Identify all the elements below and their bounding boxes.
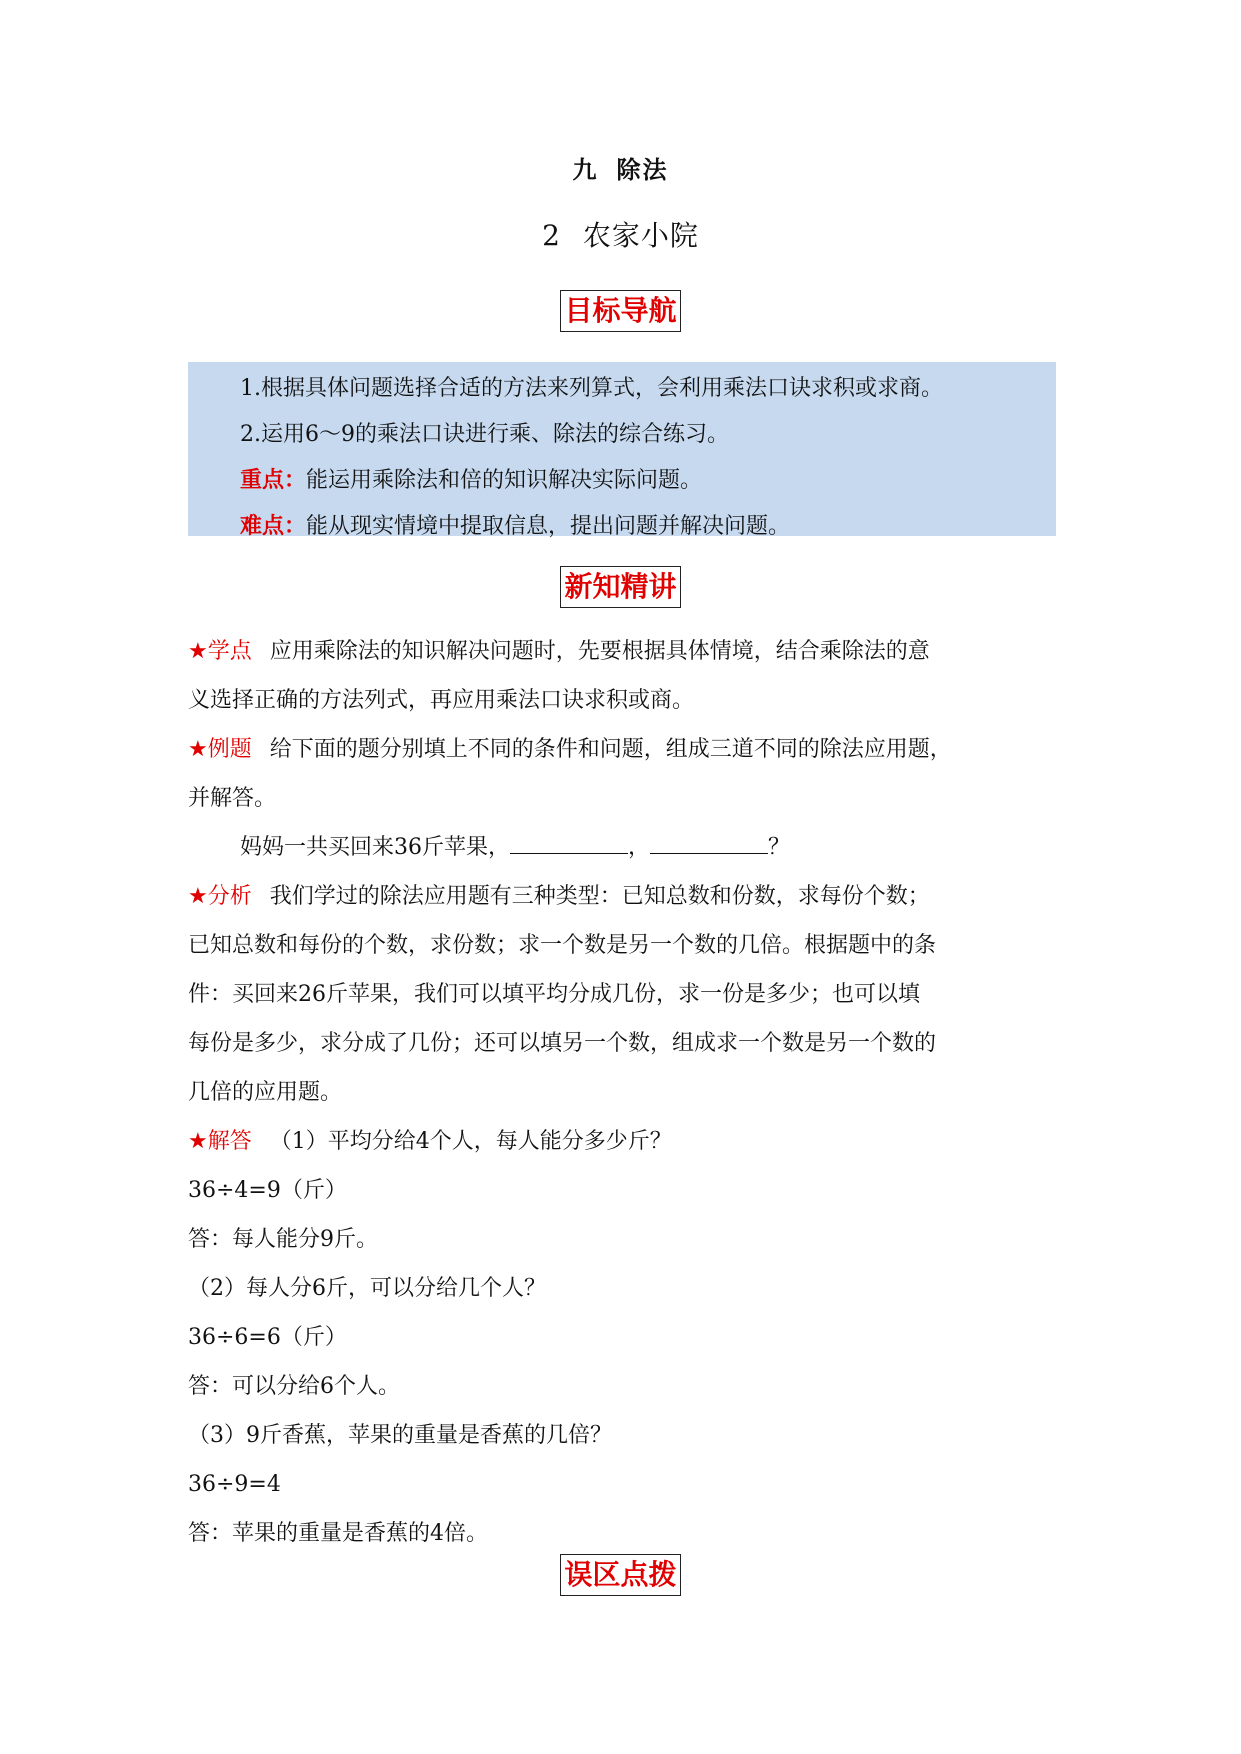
blank-question xyxy=(650,831,768,854)
analysis-line-2: 已知总数和每份的个数，求份数；求一个数是另一个数的几倍。根据题中的条 xyxy=(188,933,937,958)
example-label: 例题 xyxy=(207,737,252,762)
answer-line-2: 36÷4=9（斤） xyxy=(188,1178,347,1203)
analysis-line-1 xyxy=(188,872,1058,921)
answer-label: 解答 xyxy=(207,1129,252,1154)
difficult-point-label: 难点： xyxy=(240,514,307,539)
answer-line-8: 36÷9=4 xyxy=(188,1472,281,1497)
answer-line-5: 36÷6=6（斤） xyxy=(188,1325,347,1350)
learning-point-line-1 xyxy=(188,627,1058,676)
section-heading-mistakes-label: 误区点拨 xyxy=(560,1554,680,1596)
chapter-number: 九 xyxy=(572,156,599,184)
analysis-line-3: 件：买回来26斤苹果，我们可以填平均分成几份，求一份是多少；也可以填 xyxy=(188,982,920,1007)
answer-line-7: （3）9斤香蕉，苹果的重量是香蕉的几倍？ xyxy=(188,1423,612,1448)
difficult-point-text: 能从现实情境中提取信息，提出问题并解决问题。 xyxy=(306,514,791,539)
key-point-line xyxy=(240,458,1056,504)
section-heading-new-knowledge-label: 新知精讲 xyxy=(560,566,680,608)
star-icon: ★ xyxy=(188,639,208,664)
knowledge-body xyxy=(188,627,1058,1558)
answer-text-1: （1）平均分给4个人，每人能分多少斤？ xyxy=(269,1129,672,1154)
analysis-line-4: 每份是多少，求分成了几份；还可以填另一个数，组成求一个数是另一个数的 xyxy=(188,1031,937,1056)
key-point-label: 重点： xyxy=(240,468,307,493)
goal-item-2: 2.运用6～9的乘法口诀进行乘、除法的综合练习。 xyxy=(240,422,729,447)
lesson-number: 2 xyxy=(542,219,561,252)
answer-line-1 xyxy=(188,1117,1058,1166)
goal-item-1: 1.根据具体问题选择合适的方法来列算式，会利用乘法口诀求积或求商。 xyxy=(240,376,943,401)
lesson-title xyxy=(0,214,1241,254)
example-question-sep: ， xyxy=(628,835,651,860)
learning-point-text-1: 应用乘除法的知识解决问题时，先要根据具体情境，结合乘除法的意 xyxy=(269,639,930,664)
answer-line-6: 答：可以分给6个人。 xyxy=(188,1374,400,1399)
learning-point-line-2: 义选择正确的方法列式，再应用乘法口诀求积或商。 xyxy=(188,688,695,713)
star-icon: ★ xyxy=(188,737,208,762)
answer-line-3: 答：每人能分9斤。 xyxy=(188,1227,378,1252)
example-line-2: 并解答。 xyxy=(188,786,277,811)
example-question-end: ？ xyxy=(768,835,791,860)
answer-line-9: 答：苹果的重量是香蕉的4倍。 xyxy=(188,1521,488,1546)
analysis-text-1: 我们学过的除法应用题有三种类型：已知总数和份数，求每份个数； xyxy=(269,884,930,909)
example-text-1: 给下面的题分别填上不同的条件和问题，组成三道不同的除法应用题， xyxy=(269,737,952,762)
example-question-prefix: 妈妈一共买回来36斤苹果， xyxy=(240,835,510,860)
analysis-line-5: 几倍的应用题。 xyxy=(188,1080,343,1105)
section-heading-goals-label: 目标导航 xyxy=(560,290,680,332)
answer-line-4: （2）每人分6斤，可以分给几个人？ xyxy=(188,1276,546,1301)
analysis-label: 分析 xyxy=(207,884,252,909)
goals-box xyxy=(188,362,1056,539)
star-icon: ★ xyxy=(188,884,208,909)
section-heading-goals xyxy=(0,290,1241,332)
example-question xyxy=(188,823,1058,872)
example-line-1 xyxy=(188,725,1058,774)
blank-condition xyxy=(510,831,628,854)
lesson-name: 农家小院 xyxy=(582,219,699,252)
chapter-name: 除法 xyxy=(616,156,669,184)
star-icon: ★ xyxy=(188,1129,208,1154)
section-heading-mistakes xyxy=(0,1554,1241,1596)
difficult-point-line xyxy=(240,504,1056,550)
learning-point-label: 学点 xyxy=(207,639,252,664)
section-heading-new-knowledge xyxy=(0,566,1241,608)
chapter-title xyxy=(0,150,1241,185)
key-point-text: 能运用乘除法和倍的知识解决实际问题。 xyxy=(306,468,703,493)
